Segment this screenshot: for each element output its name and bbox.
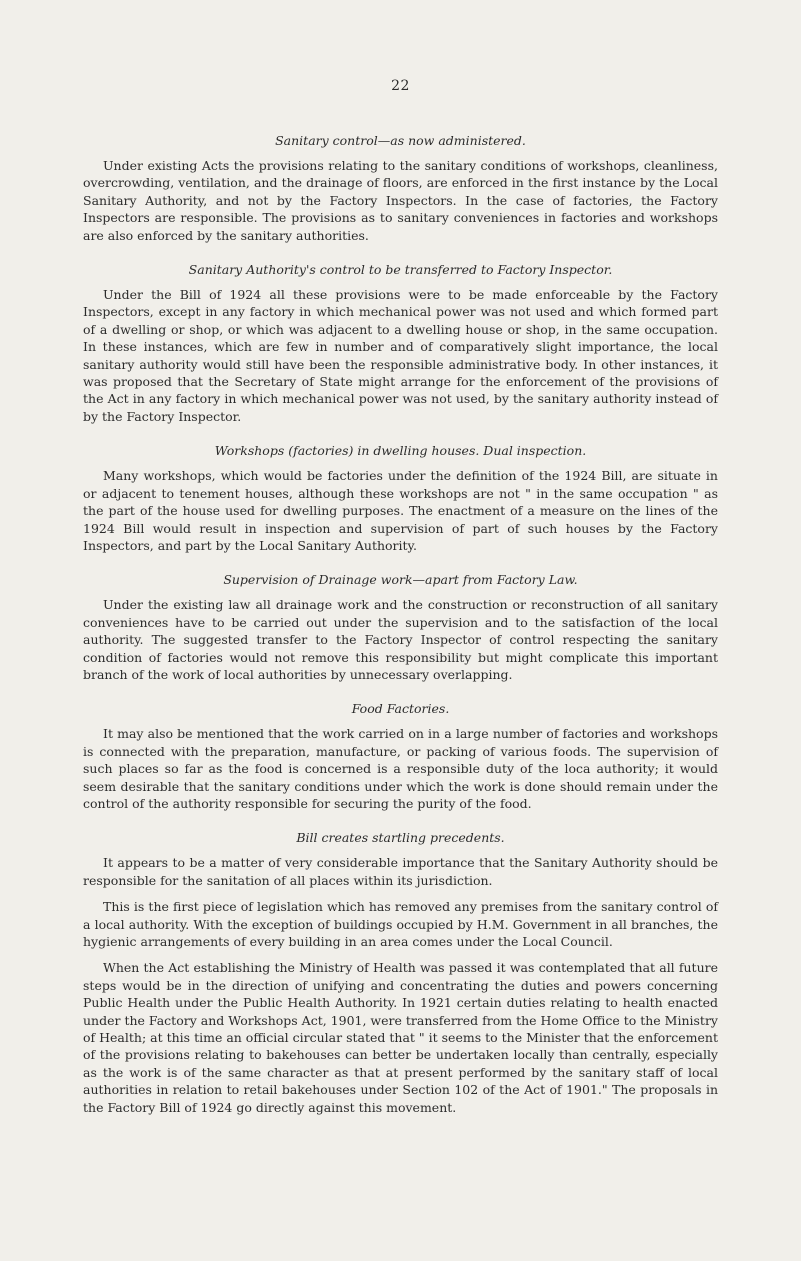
paragraph: Many workshops, which would be factories under the definition of the 1924 Bill, are situate in or adjacent to tenement houses, although these workshops are not " in the same occupation " as the part of the house used for dwelling purposes. The enactment of a measure on the lines of the 1924 Bill would result in inspection and supervision of part of such houses by the Factory Inspectors, and part by the Local Sanitary Authority.	[83, 468, 718, 553]
paragraph: It may also be mentioned that the work carried on in a large number of factories and workshops is connected with the preparation, manufacture, or packing of various foods. The supervision of such places so far as the food is concerned is a responsible duty of the loca authority; it would seem desirable that the sanitary conditions under which the work is done should remain under the control of the authority responsible for securing the purity of the food.	[83, 726, 718, 811]
paragraph: Under existing Acts the provisions relating to the sanitary conditions of workshops, cleanliness, overcrowding, ventilation, and the drainage of floors, are enforced in the first instance by the Local Sanitary Authority, and not by the Factory Inspectors. In the case of factories, the Factory Inspectors are responsible. The provisions as to sanitary conveniences in factories and workshops are also enforced by the sanitary authorities.	[83, 158, 718, 243]
section-heading: Supervision of Drainage work—apart from Factory Law.	[223, 572, 578, 588]
section-food-factories	[83, 700, 718, 812]
document-page	[83, 78, 718, 1133]
section-heading: Sanitary control—as now administered.	[275, 133, 526, 148]
section-control-transfer	[83, 261, 718, 425]
section-dual-inspection	[83, 442, 718, 554]
section-heading: Food Factories.	[351, 701, 450, 717]
section-startling-precedents	[83, 829, 718, 1116]
section-heading: Sanitary Authority's control to be transferred to Factory Inspector.	[188, 262, 613, 278]
page-number: 22	[391, 78, 410, 94]
paragraph: When the Act establishing the Ministry of Health was passed it was contemplated that all future steps would be in the direction of unifying and concentrating the duties and powers concerning Public Health under the Public Health Authority. In 1921 certain duties relating to health enacted under the Factory and Workshops Act, 1901, were transferred from the Home Office to the Ministry of Health; at this time an official circular stated that " it seems to the Minister that the enforcement of the provisions relating to bakehouses can better be undertaken locally than centrally, especially as the work is of the same character as that at present performed by the sanitary staff of local authorities in relation to retail bakehouses under Section 102 of the Act of 1901." The proposals in the Factory Bill of 1924 go directly against this movement.	[83, 960, 718, 1115]
section-heading: Bill creates startling precedents.	[296, 830, 505, 846]
paragraph: Under the Bill of 1924 all these provisions were to be made enforceable by the Factory Inspectors, except in any factory in which mechanical power was not used and which formed part of a dwelling or shop, or which was adjacent to a dwelling house or shop, in the same occupation. In these instances, which are few in number and of comparatively slight importance, the local sanitary authority would still have been the responsible administrative body. In other instances, it was proposed that the Secretary of State might arrange for the enforcement of the provisions of the Act in any factory in which mechanical power was not used, by the sanitary authority instead of by the Factory Inspector.	[83, 287, 718, 424]
section-heading: Workshops (factories) in dwelling houses. Dual inspection.	[214, 443, 587, 459]
paragraph: This is the first piece of legislation which has removed any premises from the sanitary control of a local authority. With the exception of buildings occupied by H.M. Government in all branches, the hygienic arrangements of every building in an area comes under the Local Council.	[83, 899, 718, 949]
section-sanitary-control	[83, 132, 718, 244]
paragraph: Under the existing law all drainage work and the construction or reconstruction of all sanitary conveniences have to be carried out under the supervision and to the satisfaction of the local authority. The suggested transfer to the Factory Inspector of control respecting the sanitary condition of factories would not remove this responsibility but might complicate this important branch of the work of local authorities by unnecessary overlapping.	[83, 597, 718, 682]
section-drainage-supervision	[83, 571, 718, 683]
paragraph: It appears to be a matter of very considerable importance that the Sanitary Authority should be responsible for the sanitation of all places within its jurisdiction.	[83, 855, 718, 888]
